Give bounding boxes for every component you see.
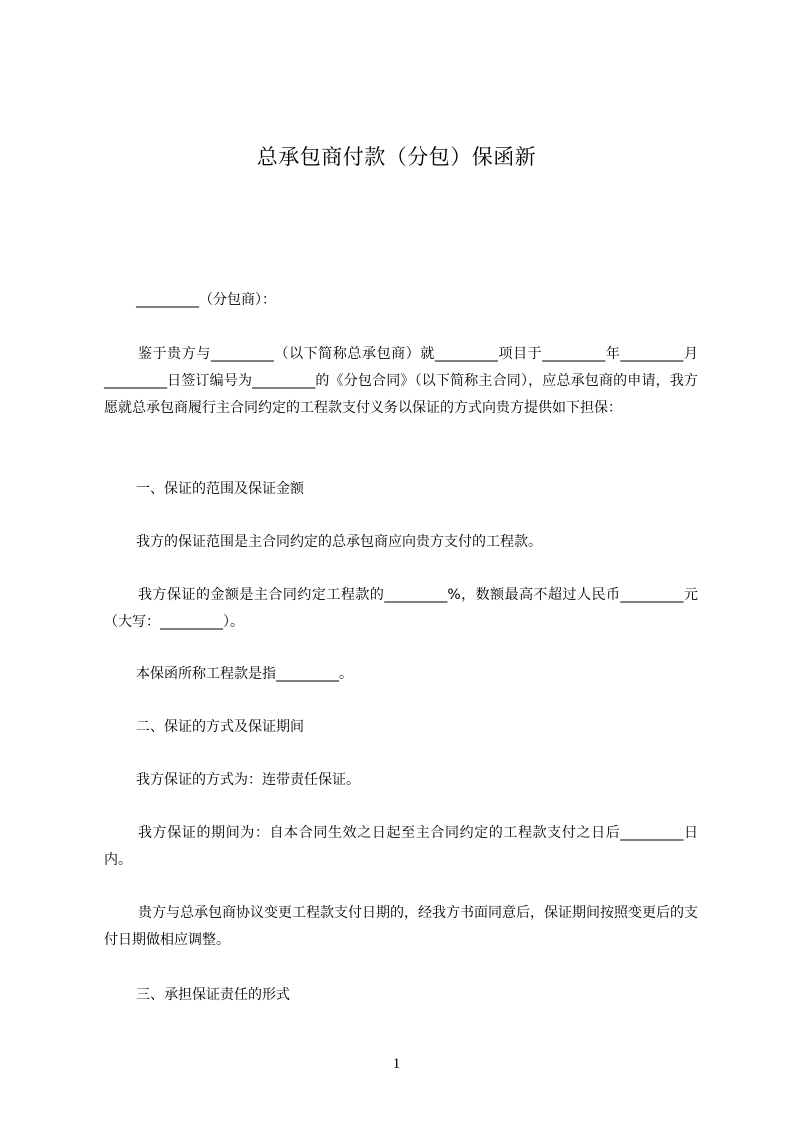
document-title: 总承包商付款（分包）保函新	[256, 145, 537, 169]
addressee-line: _________（分包商）：	[136, 292, 276, 308]
preamble-paragraph: 鉴于贵方与_________（以下简称总承包商）就_________项目于_________年_________月_________日签订编号为_________的《分包合同》（以下简称主合同），应总承包商的申请，我方愿就总承包商履行主合同约定的工程款支付义务以保证的方式向贵方提供如下担保：	[104, 346, 698, 416]
method-paragraph: 我方保证的方式为：连带责任保证。	[136, 772, 360, 788]
amount-paragraph: 我方保证的金额是主合同约定工程款的_________%，数额最高不超过人民币_________元（大写：_________）。	[104, 587, 698, 630]
section-heading-scope: 一、保证的范围及保证金额	[136, 481, 304, 497]
period-paragraph: 我方保证的期间为：自本合同生效之日起至主合同约定的工程款支付之日后_________日内。	[104, 825, 698, 868]
scope-paragraph: 我方的保证范围是主合同约定的总承包商应向贵方支付的工程款。	[136, 534, 542, 550]
page-number: 1	[392, 1056, 401, 1072]
adjustment-paragraph: 贵方与总承包商协议变更工程款支付日期的，经我方书面同意后，保证期间按照变更后的支付日期做相应调整。	[104, 905, 698, 948]
payment-definition-paragraph: 本保函所称工程款是指_________。	[136, 666, 353, 682]
section-heading-liability: 三、承担保证责任的形式	[136, 987, 290, 1003]
section-heading-method: 二、保证的方式及保证期间	[136, 719, 304, 735]
